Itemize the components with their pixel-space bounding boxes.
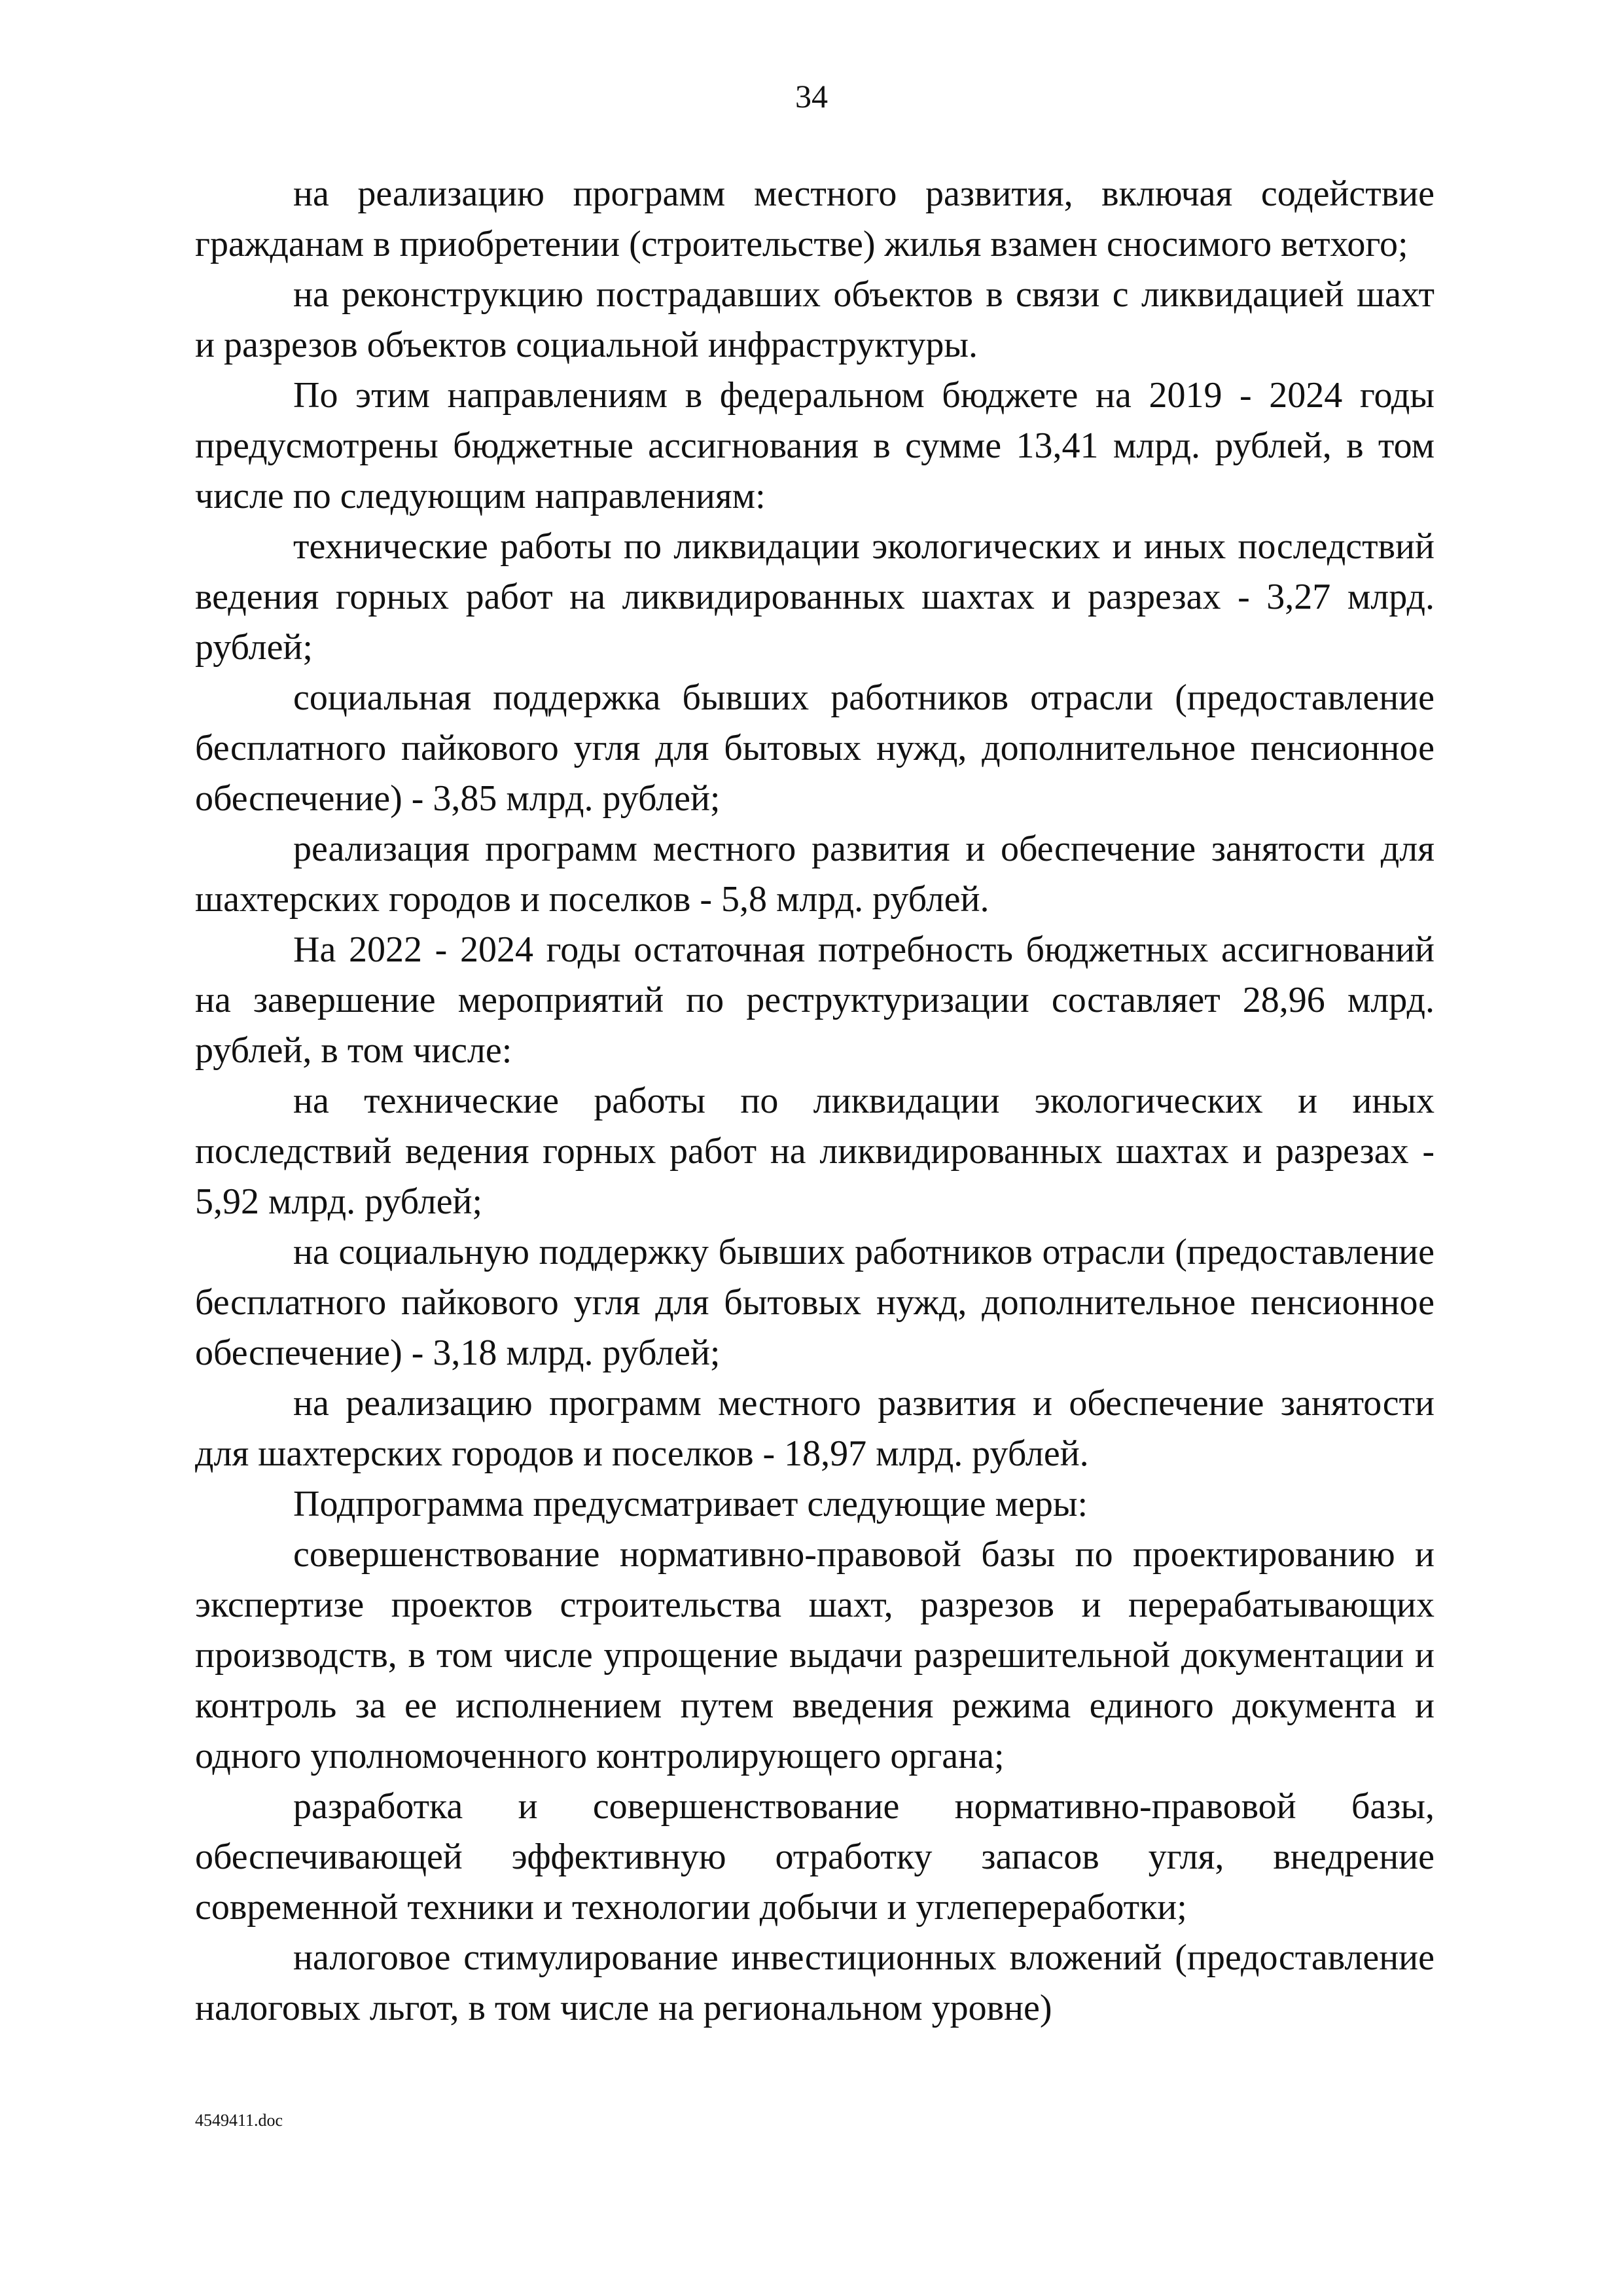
paragraph: на реконструкцию пострадавших объектов в связи с ликвидацией шахт и разрезов объектов социальной инфраструктуры. [195, 274, 1435, 365]
paragraph: социальная поддержка бывших работников отрасли (предоставление бесплатного пайкового угля для бытовых нужд, дополнительное пенсионное обеспечение) - 3,85 млрд. рублей; [195, 677, 1435, 819]
paragraph: технические работы по ликвидации экологических и иных последствий ведения горных работ на ликвидированных шахтах и разрезах - 3,27 млрд. рублей; [195, 526, 1435, 668]
paragraph: на реализацию программ местного развития, включая содействие гражданам в приобретении (строительстве) жилья взамен сносимого ветхого; [195, 173, 1435, 264]
page-number: 34 [795, 78, 828, 115]
paragraph: разработка и совершенствование нормативно-правовой базы, обеспечивающей эффективную отработку запасов угля, внедрение современной техники и технологии добычи и углепереработки; [195, 1786, 1435, 1928]
paragraph: По этим направлениям в федеральном бюджете на 2019 - 2024 годы предусмотрены бюджетные ассигнования в сумме 13,41 млрд. рублей, в том числе по следующим направлениям: [195, 375, 1435, 516]
paragraph: налоговое стимулирование инвестиционных вложений (предоставление налоговых льгот, в том числе на региональном уровне) [195, 1937, 1435, 2028]
paragraph: на технические работы по ликвидации экологических и иных последствий ведения горных работ на ликвидированных шахтах и разрезах - 5,92 млрд. рублей; [195, 1081, 1435, 1222]
document-body [195, 169, 1435, 2034]
paragraph: совершенствование нормативно-правовой базы по проектированию и экспертизе проектов строительства шахт, разрезов и перерабатывающих производств, в том числе упрощение выдачи разрешительной документации и контроль за ее исполнением путем введения режима единого документа и одного уполномоченного контролирующего органа; [195, 1534, 1435, 1776]
paragraph: на реализацию программ местного развития и обеспечение занятости для шахтерских городов и поселков - 18,97 млрд. рублей. [195, 1383, 1435, 1474]
paragraph: на социальную поддержку бывших работников отрасли (предоставление бесплатного пайкового угля для бытовых нужд, дополнительное пенсионное обеспечение) - 3,18 млрд. рублей; [195, 1232, 1435, 1373]
paragraph: На 2022 - 2024 годы остаточная потребность бюджетных ассигнований на завершение мероприятий по реструктуризации составляет 28,96 млрд. рублей, в том числе: [195, 929, 1435, 1071]
document-filename: 4549411.doc [195, 2111, 283, 2130]
paragraph: реализация программ местного развития и обеспечение занятости для шахтерских городов и поселков - 5,8 млрд. рублей. [195, 829, 1435, 920]
paragraph: Подпрограмма предусматривает следующие меры: [293, 1484, 1088, 1524]
